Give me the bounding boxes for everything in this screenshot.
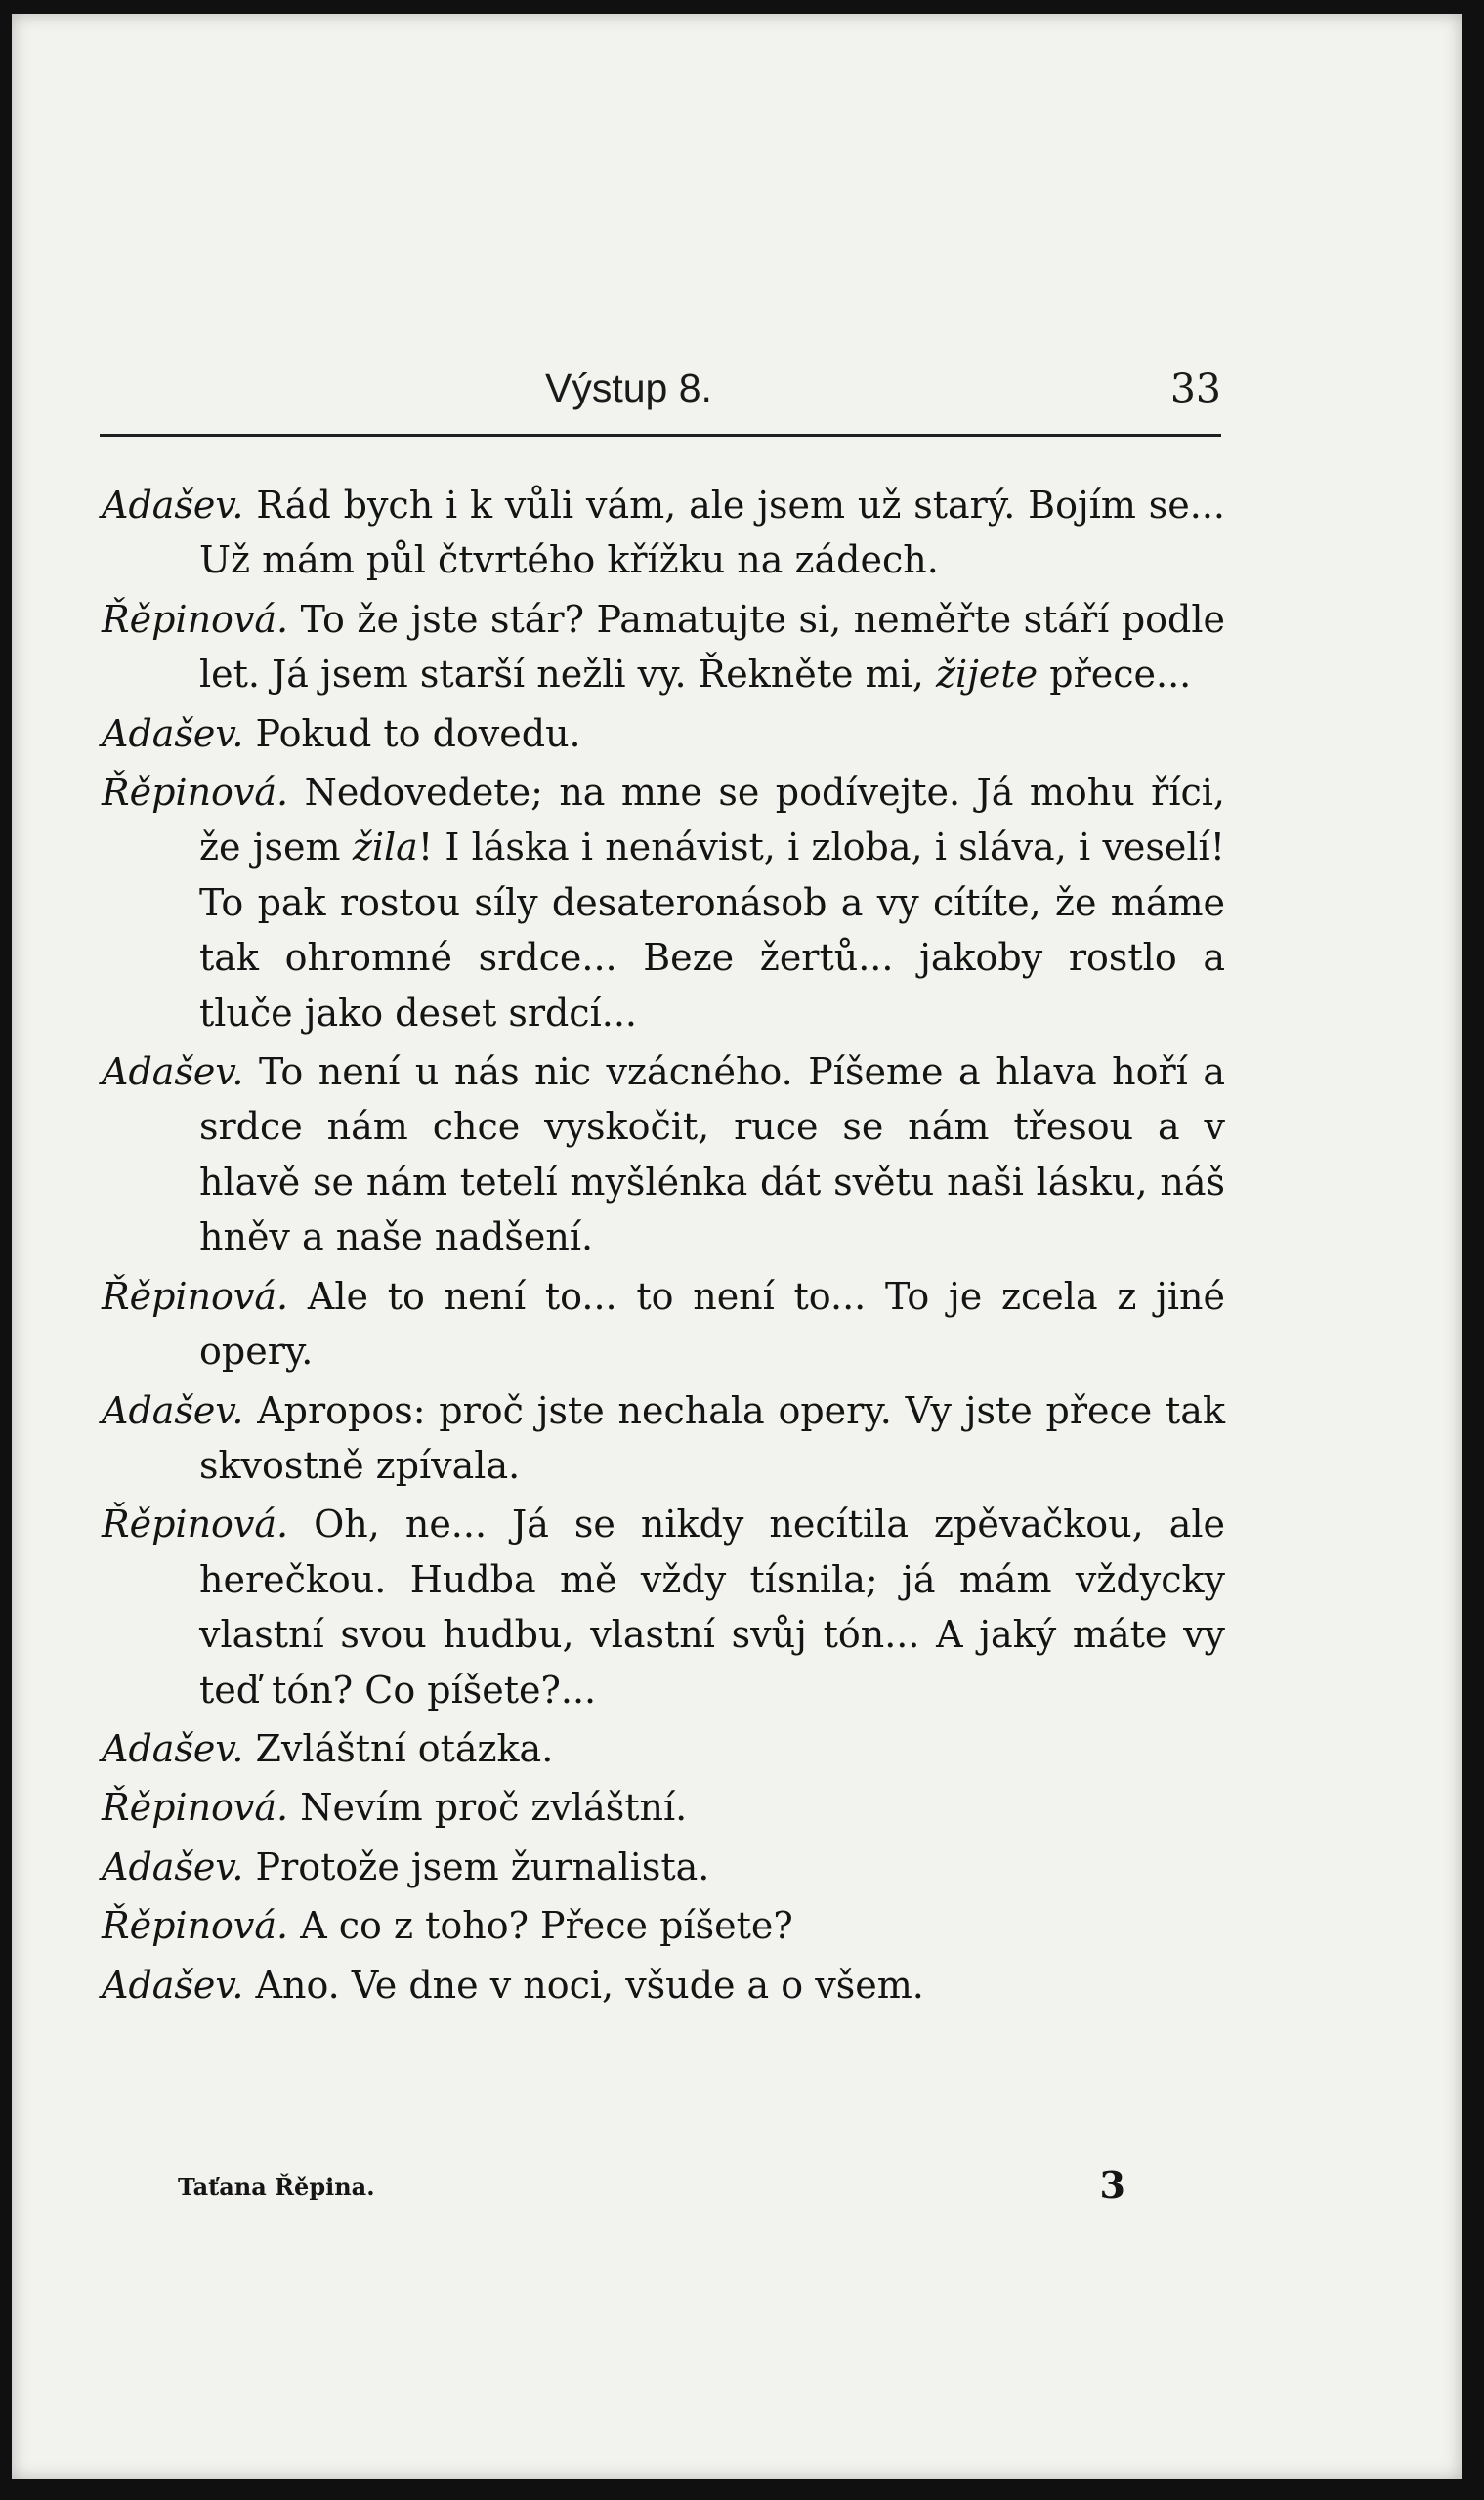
speech-paragraph [102,1898,1225,1953]
emphasized-word: žila [352,826,418,869]
speaker-name: Adašev. [102,1050,244,1094]
speaker-name: Adašev. [102,1963,244,2007]
speech-text: Zvláštní otázka. [255,1726,554,1770]
emphasized-word: žijete [935,653,1039,697]
speech-text: Ale to není to... to není to... To je zcela z jiné opery. [199,1274,1225,1374]
speaker-name: Řěpinová. [102,1274,289,1318]
running-title: Výstup 8. [545,365,712,410]
speech-text: Rád bych i k vůli vám, ale jsem už starý. Bojím se... Už mám půl čtvrtého křížku na zádech. [199,484,1225,582]
speaker-name: Řěpinová. [102,1503,289,1547]
speaker-name: Řěpinová. [102,771,289,815]
speech-paragraph [102,1780,1225,1835]
speech-paragraph [102,1958,1225,2013]
speaker-name: Řěpinová. [102,1904,289,1948]
speech-paragraph [102,1269,1225,1379]
speaker-name: Adašev. [102,1726,244,1770]
speech-text: Ano. Ve dne v noci, všude a o všem. [255,1963,924,2007]
speaker-name: Adašev. [102,1388,244,1432]
speech-paragraph [102,706,1225,761]
dialogue-body [102,478,1225,2016]
running-header [98,356,1221,424]
speaker-name: Řěpinová. [102,1786,289,1830]
speech-paragraph [102,765,1225,1040]
speech-text: To není u nás nic vzácného. Píšeme a hlava hoří a srdce nám chce vyskočit, ruce se nám třesou a v hlavě se nám tetelí myšlénka dát světu naši lásku, náš hněv a naše nadšení. [199,1050,1225,1259]
header-rule [100,434,1221,437]
speaker-name: Adašev. [102,711,244,755]
speech-text: Nevím proč zvláštní. [300,1786,688,1830]
signature-number: 3 [1099,2163,1125,2207]
signature-mark: Taťana Řěpina. [178,2173,375,2201]
speech-text: Oh, ne... Já se nikdy necítila zpěvačkou, ale herečkou. Hudba mě vždy tísnila; já mám vždycky vlastní svou hudbu, vlastní svůj tón... A jaký máte vy teď tón? Co píšete?... [199,1503,1225,1712]
speech-text: Pokud to dovedu. [255,711,581,755]
speech-text: Protože jsem žurnalista. [255,1844,710,1888]
speech-text: A co z toho? Přece píšete? [300,1904,793,1948]
speech-paragraph [102,592,1225,702]
speech-text-continued: přece... [1049,653,1192,697]
speaker-name: Adašev. [102,1844,244,1888]
page-number: 33 [1169,365,1221,412]
speech-paragraph [102,1497,1225,1717]
speech-text: Nedovedete; na mne se podívejte. Já mohu říci, že jsem [199,771,1225,869]
speech-text-continued: ! I láska i nenávist, i zloba, i sláva, i veselí! To pak rostou síly desateronásob a vy cítíte, že máme tak ohromné srdce... Beze žertů... jakoby rostlo a tluče jako deset srdcí... [199,826,1225,1035]
speech-paragraph [102,1383,1225,1494]
speech-paragraph [102,1840,1225,1894]
speaker-name: Řěpinová. [102,597,289,641]
speech-text: Apropos: proč jste nechala opery. Vy jste přece tak skvostně zpívala. [199,1388,1225,1487]
speaker-name: Adašev. [102,484,244,527]
book-page [12,14,1462,2479]
speech-paragraph [102,1721,1225,1776]
signature-line [178,2163,1125,2212]
speech-paragraph [102,1044,1225,1265]
speech-paragraph [102,478,1225,588]
speech-text: To že jste stár? Pamatujte si, neměřte stáří podle let. Já jsem starší nežli vy. Řekněte mi, [199,597,1225,697]
